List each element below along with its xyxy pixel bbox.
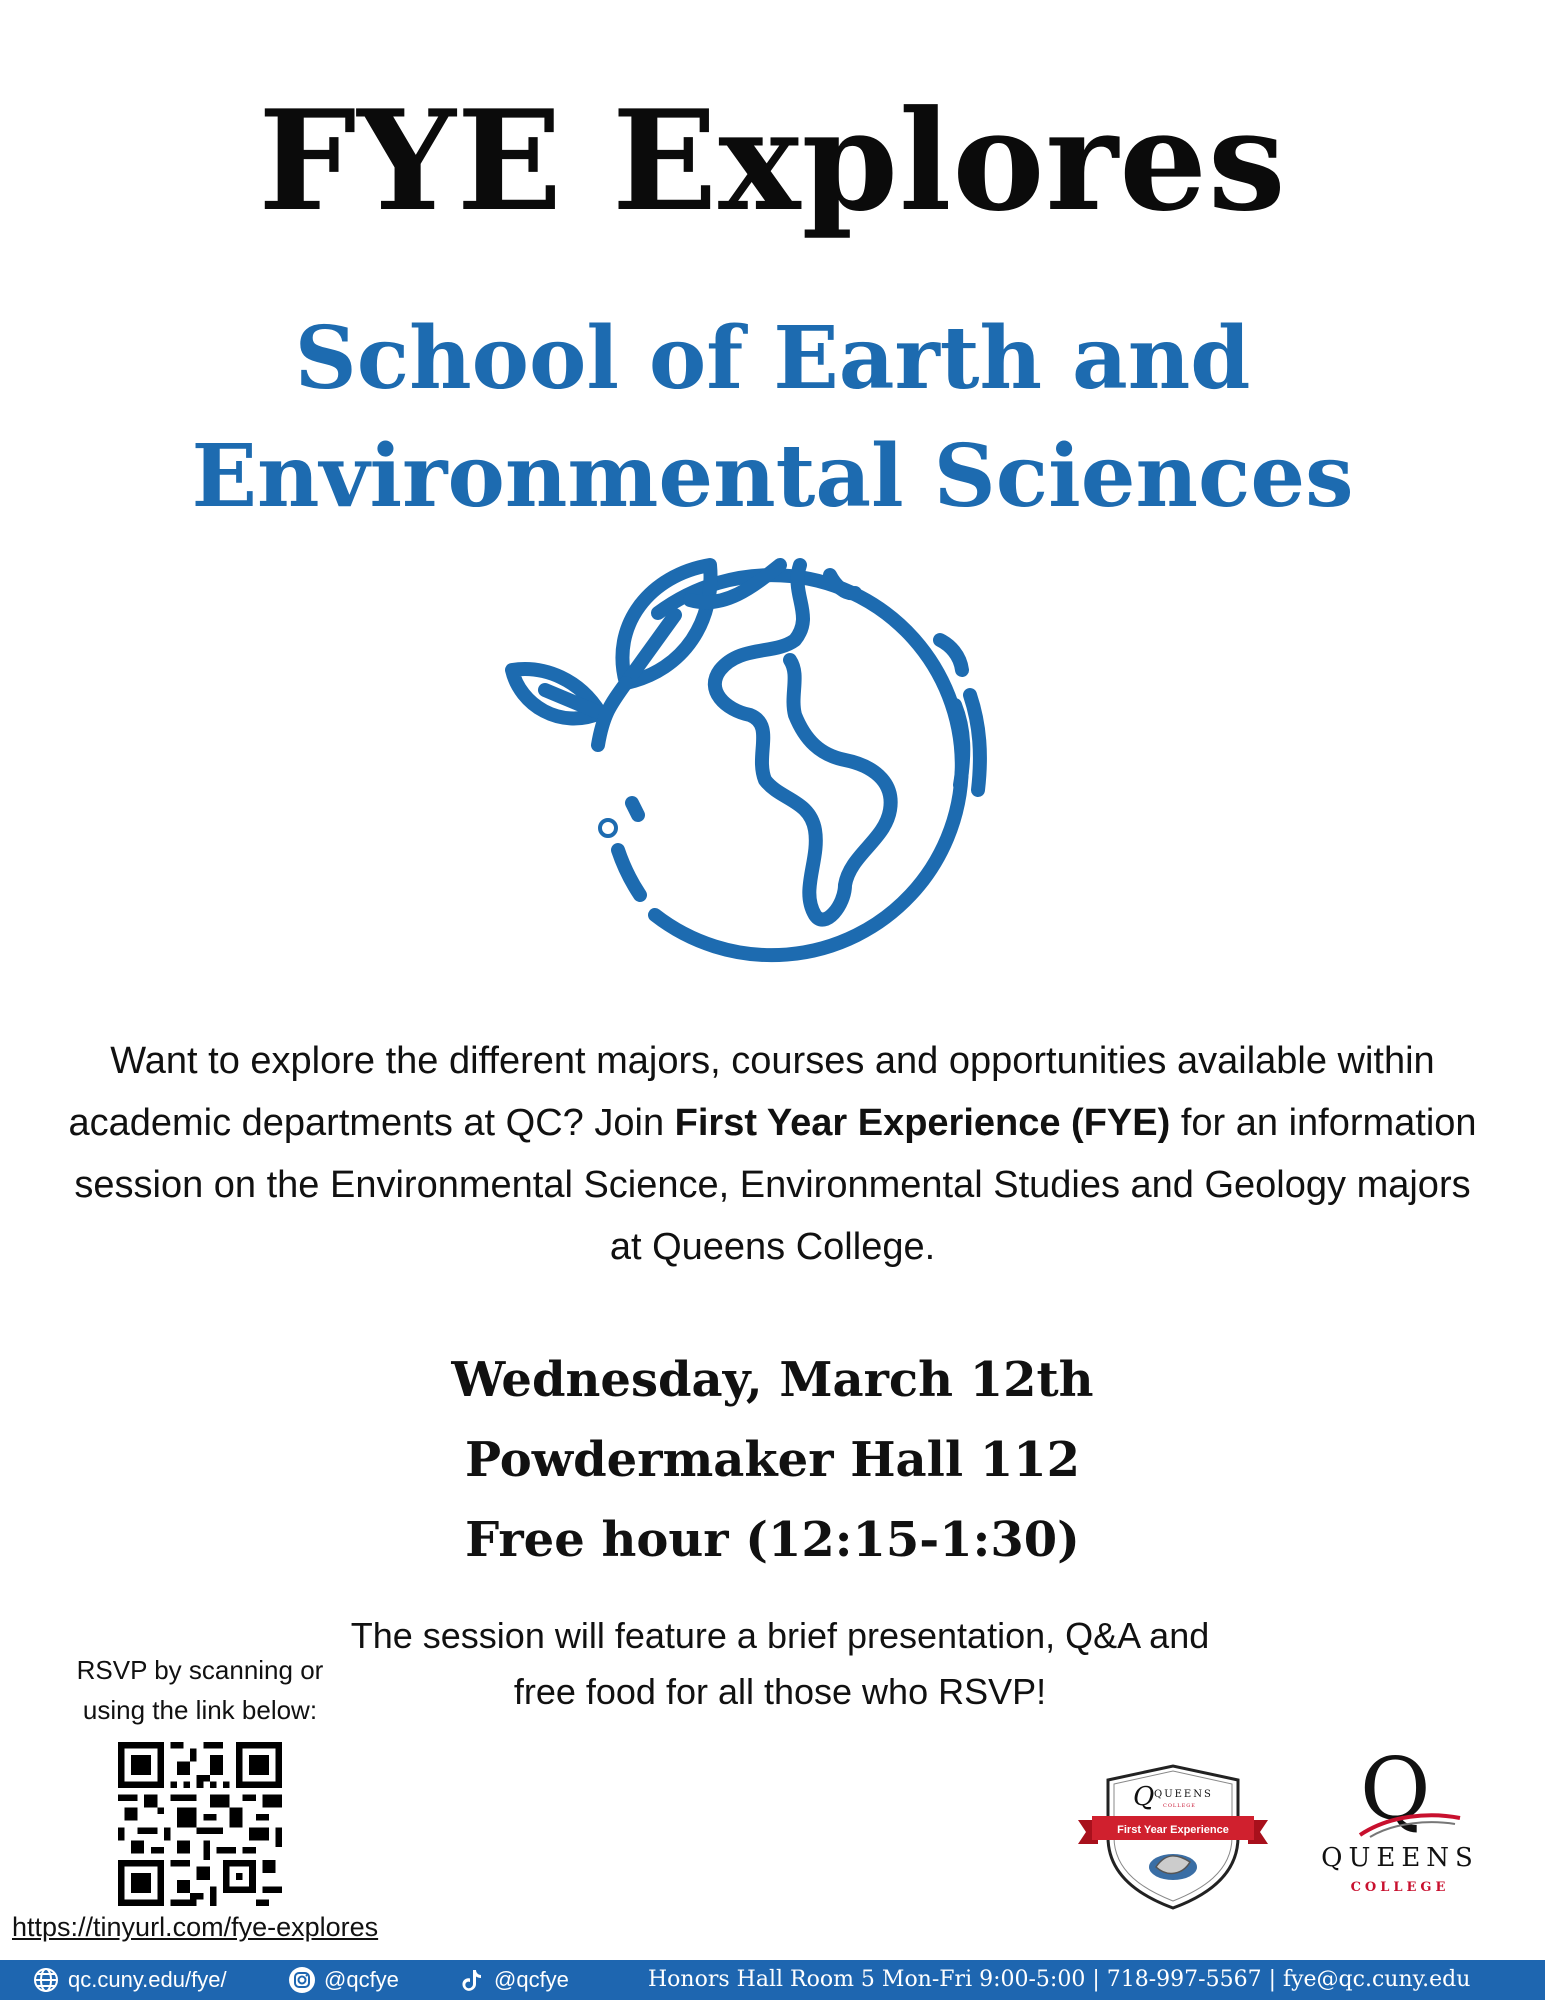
event-time: Free hour (12:15-1:30) xyxy=(465,1512,1080,1568)
svg-text:Q: Q xyxy=(1133,1782,1155,1812)
feature-text: The session will feature a brief presentation, Q&A and free food for all those who RSVP! xyxy=(350,1615,1210,1712)
event-location: Powdermaker Hall 112 xyxy=(464,1432,1081,1488)
footer-bar xyxy=(0,1960,1545,2000)
footer-tiktok[interactable] xyxy=(458,1966,569,1994)
globe-icon xyxy=(32,1966,60,1994)
intro-bold-fye: First Year Experience (FYE) xyxy=(674,1102,1171,1144)
badge-college-text: COLLEGE xyxy=(1163,1803,1196,1809)
qr-code[interactable] xyxy=(118,1742,282,1906)
qc-logo-swoosh xyxy=(1355,1810,1465,1840)
qc-logo-name: QUEENS xyxy=(1321,1843,1479,1873)
qc-logo-letter: Q xyxy=(1360,1740,1431,1840)
badge-queens-text: QUEENS xyxy=(1154,1789,1213,1800)
footer-website[interactable] xyxy=(32,1966,227,1994)
footer-instagram[interactable] xyxy=(288,1966,399,1994)
footer-contact-info: Honors Hall Room 5 Mon-Fri 9:00-5:00 | 718-997-5567 | fye@qc.cuny.edu xyxy=(648,1967,1471,1992)
footer-tiktok-text: @qcfye xyxy=(494,1967,569,1992)
rsvp-link[interactable]: https://tinyurl.com/fye-explores xyxy=(12,1912,379,1942)
rsvp-instructions: RSVP by scanning or using the link below: xyxy=(76,1655,324,1725)
page-title: FYE Explores xyxy=(258,79,1287,242)
subtitle-line-2: Environmental Sciences xyxy=(191,426,1354,527)
footer-instagram-text: @qcfye xyxy=(324,1967,399,1992)
qc-logo-college: COLLEGE xyxy=(1350,1880,1450,1895)
badge-ribbon-text: First Year Experience xyxy=(1117,1824,1229,1836)
tiktok-icon xyxy=(458,1966,486,1994)
fye-badge-logo xyxy=(1078,1762,1268,1912)
instagram-icon xyxy=(288,1966,316,1994)
earth-leaf-icon xyxy=(500,545,1020,965)
intro-text-1: Want to explore the different majors, courses and opportunities available within academic departments at QC? Join xyxy=(68,1040,1435,1144)
intro-paragraph xyxy=(60,1030,1485,1278)
footer-website-text: qc.cuny.edu/fye/ xyxy=(68,1967,227,1992)
intro-text-2: for an information session on the Environmental Science, Environmental Studies and Geology majors at Queens College. xyxy=(74,1102,1477,1268)
subtitle-line-1: School of Earth and xyxy=(294,308,1251,409)
page-subtitle xyxy=(0,300,1545,536)
event-date: Wednesday, March 12th xyxy=(451,1352,1094,1408)
